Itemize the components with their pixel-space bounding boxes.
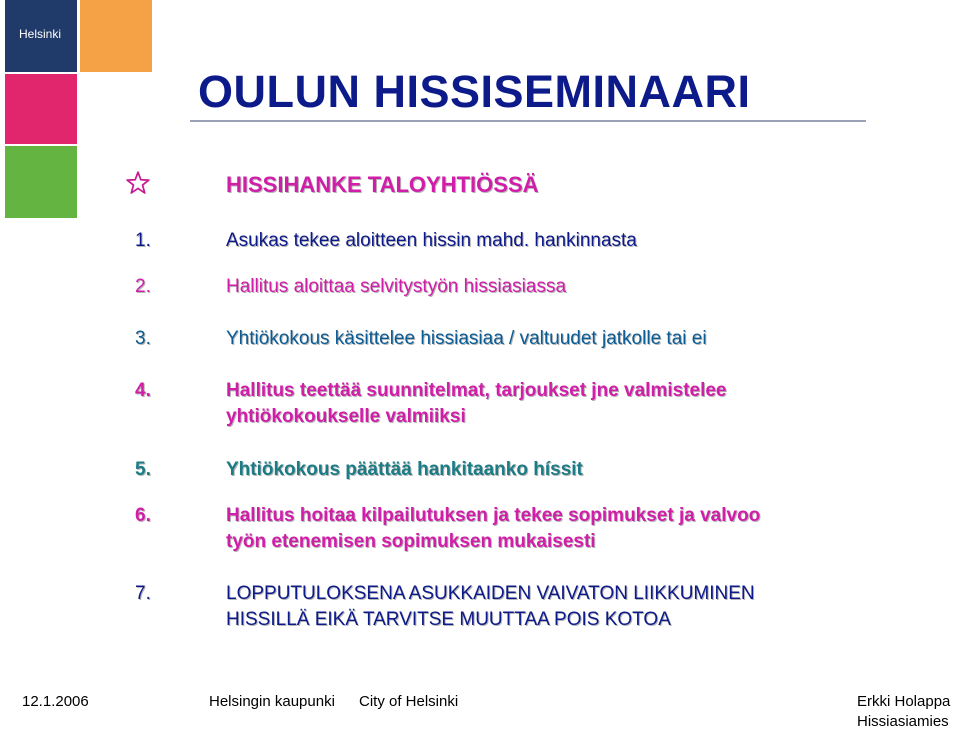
item-number: 5. bbox=[135, 459, 151, 480]
footer-author: Erkki Holappa bbox=[857, 693, 951, 710]
item-number: 7. bbox=[135, 583, 151, 604]
footer-role: Hissiasiamies bbox=[857, 713, 949, 730]
item-text: Yhtiökokous päättää hankitaanko híssit bbox=[226, 459, 583, 480]
item-number: 3. bbox=[135, 328, 151, 349]
title-underline bbox=[190, 120, 866, 122]
footer-date: 12.1.2006 bbox=[22, 693, 89, 710]
slide-title: OULUN HISSISEMINAARI bbox=[198, 66, 751, 117]
brand-label: Helsinki bbox=[19, 27, 62, 41]
item-text: LOPPUTULOKSENA ASUKKAIDEN VAIVATON LIIKKUMINEN bbox=[226, 583, 755, 604]
footer-org-en: City of Helsinki bbox=[359, 693, 459, 710]
item-text: Hallitus aloittaa selvitystyön hissiasiassa bbox=[226, 276, 567, 297]
item-text-line2: yhtiökokoukselle valmiiksi bbox=[226, 406, 466, 427]
section-heading: HISSIHANKE TALOYHTIÖSSÄ bbox=[226, 172, 539, 197]
brand-block-pink bbox=[5, 74, 77, 144]
item-number: 4. bbox=[135, 380, 151, 401]
item-number: 6. bbox=[135, 505, 151, 526]
item-number: 1. bbox=[135, 230, 151, 251]
brand-block-green bbox=[5, 146, 77, 218]
item-number: 2. bbox=[135, 276, 151, 297]
item-text: Hallitus teettää suunnitelmat, tarjoukset jne valmistelee bbox=[226, 380, 727, 401]
brand-block-orange bbox=[80, 0, 152, 72]
item-text: Asukas tekee aloitteen hissin mahd. hankinnasta bbox=[226, 230, 637, 251]
item-text: Yhtiökokous käsittelee hissiasiaa / valtuudet jatkolle tai ei bbox=[226, 328, 707, 349]
item-text: Hallitus hoitaa kilpailutuksen ja tekee sopimukset ja valvoo bbox=[226, 505, 761, 526]
star-outline-icon bbox=[125, 170, 151, 196]
item-text-line2: työn etenemisen sopimuksen mukaisesti bbox=[226, 531, 596, 552]
item-text-line2: HISSILLÄ EIKÄ TARVITSE MUUTTAA POIS KOTOA bbox=[226, 609, 671, 630]
footer-org-fi: Helsingin kaupunki bbox=[209, 693, 335, 710]
